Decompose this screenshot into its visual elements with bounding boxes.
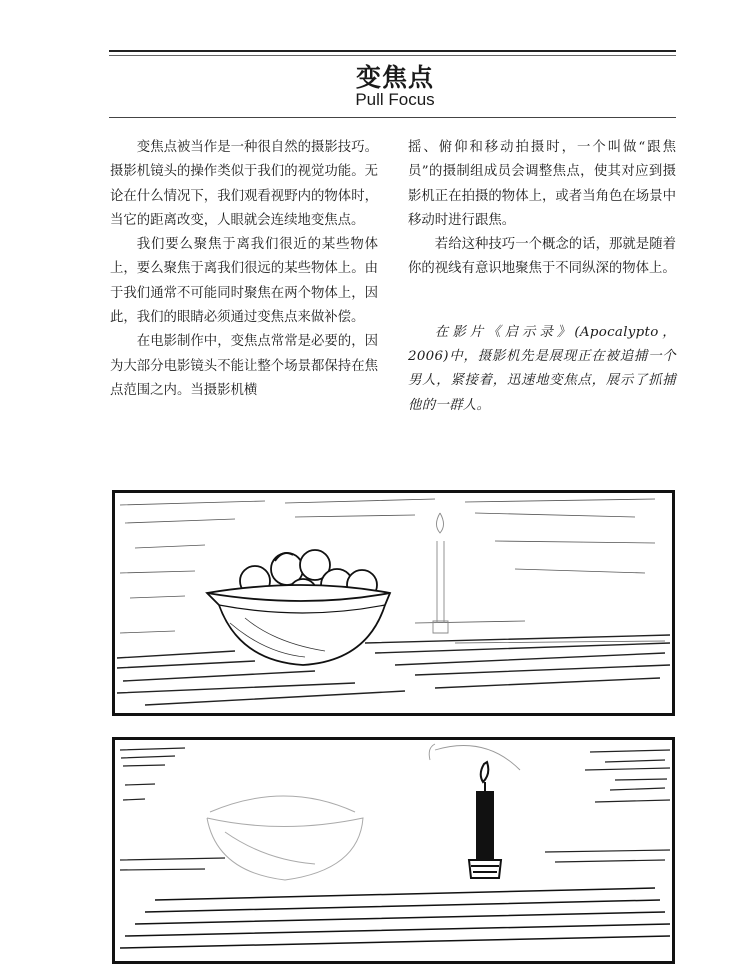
paragraph: 若给这种技巧一个概念的话，那就是随着你的视线有意识地聚焦于不同纵深的物体上。 <box>408 237 676 277</box>
figure-caption: 在影片《启示录》(Apocalypto，2006)中，摄影机先是展现正在被追捕一个男人，紧接着，迅速地变焦点，展示了抓捕他的一群人。 <box>408 324 676 413</box>
sharp-candle <box>469 762 501 878</box>
paragraph: 我们要么聚焦于离我们很近的某些物体上，要么聚焦于离我们很远的某些物体上。由于我们通常不可能同时聚焦在两个物体上，因此，我们的眼睛必须通过变焦点来做补偿。 <box>110 237 378 326</box>
page-title-english: Pull Focus <box>355 90 435 109</box>
sketch-bowl-focus <box>115 493 672 713</box>
fruit-bowl <box>207 550 390 665</box>
header-rule-bottom <box>109 117 676 118</box>
blurry-candle <box>433 513 448 633</box>
panel-fruit-bowl-in-focus <box>112 490 675 716</box>
header-rule-top-thin <box>109 55 676 56</box>
panel-candle-in-focus <box>112 737 675 964</box>
text-column-right <box>408 136 676 418</box>
paragraph: 变焦点被当作是一种很自然的摄影技巧。摄影机镜头的操作类似于我们的视觉功能。无论在什么情况下，我们观看视野内的物体时，当它的距离改变，人眼就会连续地变焦点。 <box>110 140 378 228</box>
sketch-candle-focus <box>115 740 672 961</box>
header-rule-top <box>109 50 676 52</box>
paragraph: 摇、俯仰和移动拍摄时，一个叫做“跟焦员”的摄制组成员会调整焦点，使其对应到摄影机正在拍摄的物体上，或者当角色在场景中移动时进行跟焦。 <box>408 140 676 228</box>
table-lines <box>120 888 670 948</box>
glow-halo <box>429 744 520 770</box>
paragraph: 在电影制作中，变焦点常常是必要的，因为大部分电影镜头不能让整个场景都保持在焦点范围之内。当摄影机横 <box>110 334 378 398</box>
page-title-chinese: 变焦点 <box>355 63 434 92</box>
text-column-left <box>110 136 378 403</box>
table-lines <box>117 635 670 705</box>
blurry-bowl <box>207 796 363 880</box>
